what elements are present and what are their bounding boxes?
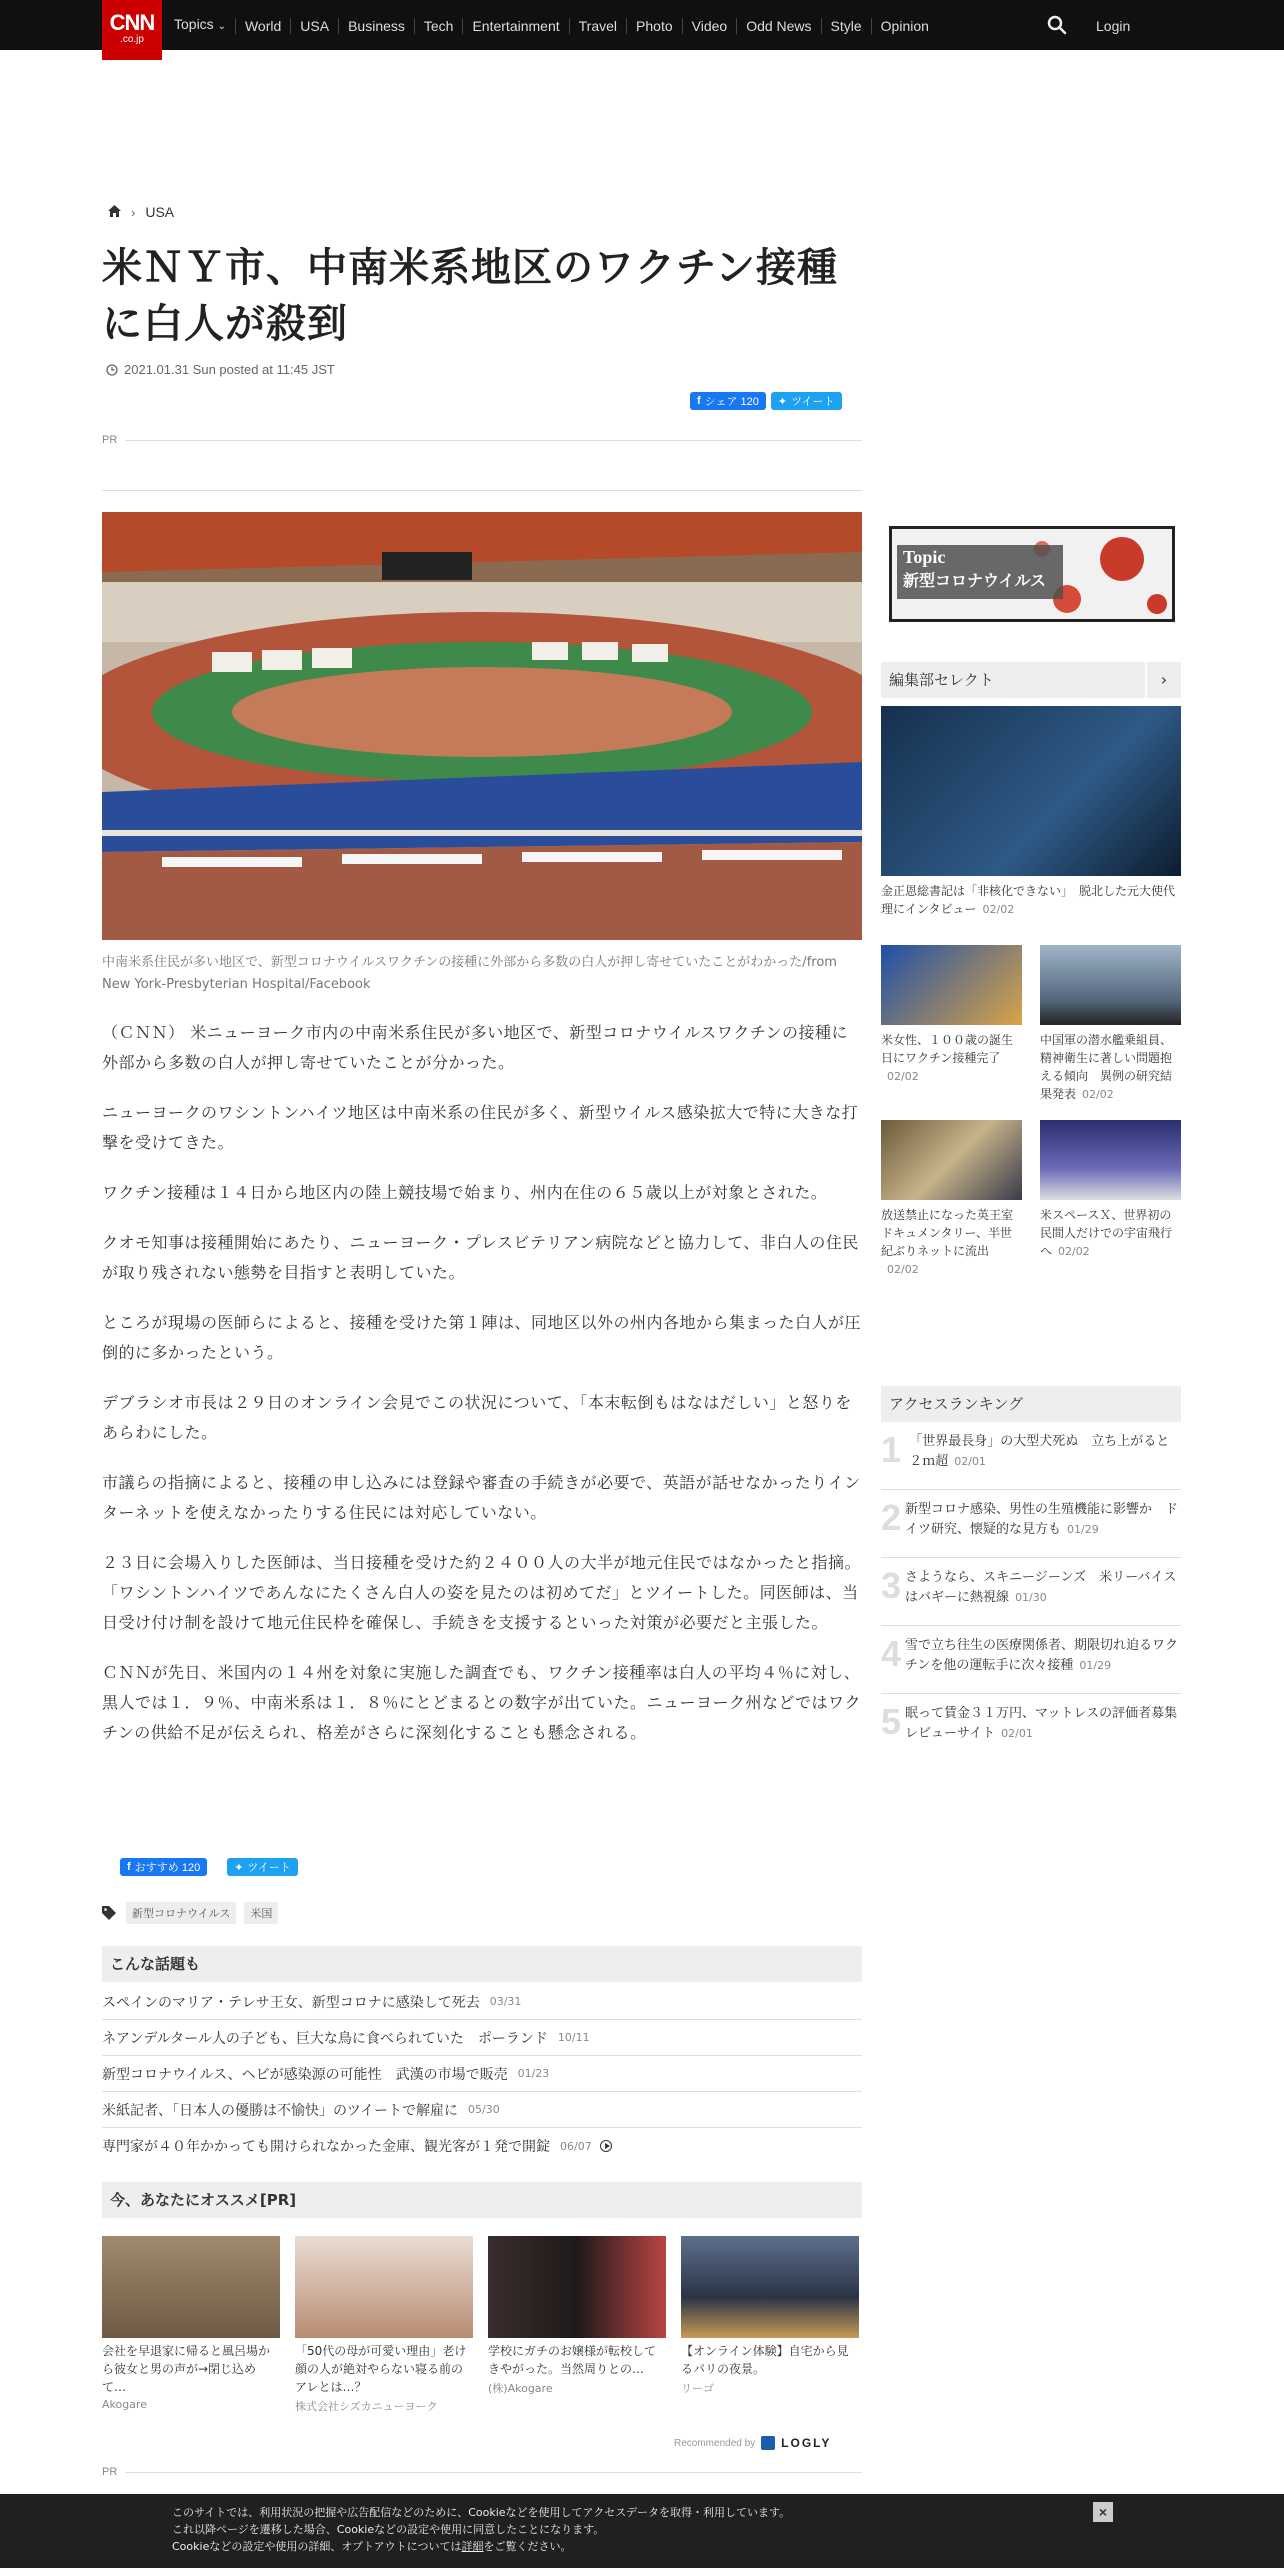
facebook-share-button[interactable]	[690, 392, 766, 410]
related-item[interactable]	[102, 2128, 862, 2164]
editor-grid	[881, 945, 1181, 1279]
date-text: 02/01	[1001, 1727, 1033, 1740]
paragraph: デブラシオ市長は２９日のオンライン会見でこの状況について、「本末転倒もはなはだしい」と怒りをあらわにした。	[102, 1393, 852, 1442]
related-item[interactable]	[102, 1984, 862, 2020]
nav-tech[interactable]: Tech	[414, 18, 463, 34]
title-text: 放送禁止になった英王室ドキュメンタリー、半世紀ぶりネットに流出	[881, 1208, 1014, 1258]
cookie-line: このサイトでは、利用状況の把握や広告配信などのために、Cookieなどを使用してアクセスデータを取得・利用しています。	[172, 2506, 791, 2519]
arena-photo	[102, 512, 862, 940]
card-title: 会社を早退家に帰ると風呂場から彼女と男の声が→閉じ込めて…	[102, 2344, 271, 2394]
rank-number: 1	[881, 1429, 902, 1470]
topic-banner-covid[interactable]	[889, 526, 1175, 622]
nav-opinion[interactable]: Opinion	[871, 18, 938, 34]
nav-entertainment[interactable]: Entertainment	[462, 18, 568, 34]
item-image	[1040, 1120, 1181, 1200]
cookie-line: これ以降ページを遷移した場合、Cookieなどの設定や使用に同意したことになります。	[172, 2523, 605, 2536]
recommended-by-label: Recommended by	[674, 2437, 756, 2449]
related-title: 新型コロナウイルス、ヘビが感染源の可能性 武漢の市場で販売	[102, 2066, 508, 2083]
chevron-right-icon: ›	[131, 204, 136, 220]
recommend-card[interactable]	[102, 2236, 280, 2414]
paragraph: ニューヨークのワシントンハイツ地区は中南米系の住民が多く、新型ウイルス感染拡大で特に大きな打撃を受けてきた。	[102, 1103, 859, 1152]
recommend-card[interactable]	[295, 2236, 473, 2414]
recommended-by[interactable]	[674, 2436, 831, 2450]
nav-world[interactable]: World	[235, 18, 290, 34]
related-title: 専門家が４０年かかっても開けられなかった金庫、観光客が１発で開錠	[102, 2139, 550, 2155]
close-button[interactable]: ×	[1093, 2502, 1113, 2522]
related-item[interactable]	[102, 2020, 862, 2056]
cookie-line	[172, 2538, 992, 2555]
pr-divider	[102, 2466, 862, 2478]
nav-style[interactable]: Style	[821, 18, 871, 34]
item-title	[881, 1031, 1022, 1086]
card-title: 学校にガチのお嬢様が転校してきやがった。当然周りとの…	[488, 2344, 657, 2376]
cnn-logo[interactable]	[102, 0, 162, 60]
related-item[interactable]	[102, 2056, 862, 2092]
search-icon	[1046, 14, 1068, 36]
breadcrumb	[108, 204, 174, 220]
recommend-card[interactable]	[681, 2236, 859, 2414]
fb-label: シェア 120	[704, 396, 759, 408]
tag-list	[102, 1902, 278, 1924]
nav-usa[interactable]: USA	[290, 18, 338, 34]
ranking-heading: アクセスランキング	[881, 1386, 1181, 1422]
facebook-recommend-button[interactable]	[120, 1858, 207, 1876]
card-image	[681, 2236, 859, 2338]
date-text: 01/30	[1015, 1591, 1047, 1604]
editor-item[interactable]	[1040, 945, 1181, 1104]
rank-title	[905, 1568, 1181, 1615]
tag-icon	[102, 1906, 118, 1920]
article-main-image	[102, 512, 862, 940]
card-image	[102, 2236, 280, 2338]
tag-covid[interactable]: 新型コロナウイルス	[126, 1902, 236, 1924]
rank-number: 4	[881, 1633, 902, 1674]
item-image	[1040, 945, 1181, 1025]
share-buttons-bottom	[120, 1858, 298, 1876]
pr-divider	[102, 434, 862, 446]
editor-item[interactable]	[881, 1120, 1022, 1279]
date-text: 02/02	[1058, 1245, 1090, 1258]
paragraph: ２３日に会場入りした医師は、当日接種を受けた約２４００人の大半が地元住民ではなかったと指摘。「ワシントンハイツであんなにたくさん白人の姿を見たのは初めてだ」とツイートした。同医師は、当日受け付け制を設けて地元住民枠を確保し、手続きを支援するといった対策が必要だと主張した。	[102, 1553, 862, 1632]
card-source: 株式会社シズカニューヨーク	[295, 2400, 438, 2413]
paragraph: （ＣＮＮ） 米ニューヨーク市内の中南米系住民が多い地区で、新型コロナウイルスワクチンの接種に外部から多数の白人が押し寄せていたことが分かった。	[102, 1023, 849, 1072]
video-play-icon	[600, 2140, 612, 2152]
logly-name: LOGLY	[781, 2436, 832, 2450]
nav-business[interactable]: Business	[338, 18, 414, 34]
card-title: 「50代の母が可愛い理由」老け顔の人が絶対やらない寝る前のアレとは…？	[295, 2344, 467, 2394]
logly-logo-icon	[761, 2436, 775, 2450]
cookie-text	[172, 2504, 992, 2555]
ranking-list	[881, 1422, 1191, 1762]
editor-item[interactable]	[1040, 1120, 1181, 1279]
chevron-down-icon: ⌄	[217, 21, 226, 32]
nav-odd-news[interactable]: Odd News	[736, 18, 820, 34]
paragraph: ところが現場の医師らによると、接種を受けた第１陣は、同地区以外の州内各地から集まった白人が圧倒的に多かったという。	[102, 1313, 862, 1362]
paragraph: ＣＮＮが先日、米国内の１４州を対象に実施した調査でも、ワクチン接種率は白人の平均４％に対し、黒人では１．９％、中南米系は１．８％にとどまるとの数字が出ていた。ニューヨーク州などではワクチンの供給不足が伝えられ、格差がさらに深刻化することも懸念される。	[102, 1663, 862, 1742]
cookie-details-link[interactable]: 詳細	[461, 2540, 484, 2553]
topic-label-jp: 新型コロナウイルス	[903, 571, 1047, 590]
breadcrumb-section[interactable]: USA	[145, 204, 175, 220]
card-title: 【オンライン体験】自宅から見るパリの夜景。	[681, 2344, 849, 2376]
pr-label: PR	[102, 2466, 118, 2478]
rank-number: 3	[881, 1565, 902, 1606]
rank-number: 2	[881, 1497, 902, 1538]
rank-title	[909, 1432, 1181, 1479]
related-heading: こんな話題も	[102, 1946, 862, 1982]
card-image	[488, 2236, 666, 2338]
rank-title	[905, 1500, 1181, 1547]
rank-title	[905, 1704, 1191, 1752]
related-title: スペインのマリア・テレサ王女、新型コロナに感染して死去	[102, 1994, 480, 2011]
logo-text: CNN	[109, 10, 155, 35]
topic-label-en: Topic	[903, 547, 946, 567]
facebook-icon: f	[127, 1861, 131, 1873]
ranking-item[interactable]	[881, 1626, 1181, 1694]
date-text: 02/02	[887, 1263, 919, 1276]
title-text: 眠って賃金３１万円、マットレスの評価者募集 レビューサイト	[905, 1706, 1191, 1741]
feature-title	[881, 882, 1181, 919]
related-item[interactable]	[102, 2092, 862, 2128]
feature-image	[881, 706, 1181, 876]
cookie-text-part: をご覧ください。	[483, 2540, 572, 2553]
date-text: 02/01	[954, 1455, 986, 1468]
related-list	[102, 1984, 862, 2164]
date-text: 01/29	[1067, 1523, 1099, 1536]
date-text: 02/02	[982, 903, 1015, 916]
twitter-icon: ✦	[234, 1861, 244, 1874]
search-button[interactable]	[1046, 14, 1068, 36]
item-image	[881, 1120, 1022, 1200]
ranking-item[interactable]	[881, 1490, 1181, 1558]
heading-text: 編集部セレクト	[889, 671, 994, 689]
facebook-icon: f	[697, 395, 701, 407]
related-title: 米紙記者、「日本人の優勝は不愉快」のツイートで解雇に	[102, 2102, 459, 2119]
title-text: 雪で立ち往生の医療関係者、期限切れ迫るワクチンを他の運転手に次々接種	[905, 1638, 1179, 1673]
article-date	[106, 362, 335, 377]
title-text: 米スペースＸ、世界初の民間人だけでの宇宙飛行へ	[1040, 1208, 1173, 1258]
title-text: 米女性、１００歳の誕生日にワクチン接種完了	[881, 1033, 1014, 1065]
top-navigation-bar	[0, 0, 1284, 50]
tweet-button[interactable]	[227, 1858, 298, 1876]
tw-label: ツイート	[247, 1862, 291, 1874]
item-title	[881, 1206, 1022, 1279]
related-date: 06/07	[560, 2139, 592, 2153]
share-buttons-top	[690, 392, 842, 410]
divider	[102, 490, 862, 491]
related-date: 01/23	[517, 2067, 550, 2080]
recommend-heading: 今、あなたにオススメ[PR]	[102, 2182, 862, 2218]
fb-label: おすすめ 120	[134, 1862, 201, 1874]
card-source: Akogare	[102, 2398, 148, 2411]
home-icon[interactable]	[108, 204, 121, 220]
cookie-consent-bar	[0, 2494, 1284, 2568]
chevron-right-icon[interactable]: ›	[1145, 662, 1181, 698]
tweet-button[interactable]	[771, 392, 842, 410]
card-source: リーゴ	[681, 2382, 714, 2395]
topic-label	[897, 545, 1063, 599]
title-text: 金正恩総書記は「非核化できない」 脱北した元大使代理にインタビュー	[881, 884, 1176, 916]
item-title	[1040, 1206, 1181, 1261]
ranking-item[interactable]	[881, 1558, 1181, 1626]
article-body	[102, 1018, 862, 1768]
title-text: 中国軍の潜水艦乗組員、精神衛生に著しい問題抱える傾向 異例の研究結果発表	[1040, 1033, 1173, 1101]
nav-video[interactable]: Video	[682, 18, 737, 34]
item-title	[1040, 1031, 1181, 1104]
paragraph: 市議らの指摘によると、接種の申し込みには登録や審査の手続きが必要で、英語が話せなかったりインターネットを使えなかったりする住民には対応していない。	[102, 1473, 861, 1522]
editor-item[interactable]	[881, 945, 1022, 1104]
tw-label: ツイート	[791, 396, 835, 408]
ranking-item[interactable]	[881, 1694, 1191, 1762]
tag-usa[interactable]: 米国	[244, 1902, 278, 1924]
main-nav	[174, 16, 938, 35]
recommend-card[interactable]	[488, 2236, 666, 2414]
related-date: 05/30	[468, 2103, 500, 2116]
date-text: 2021.01.31 Sun posted at 11:45 JST	[124, 362, 335, 377]
login-link[interactable]: Login	[1096, 18, 1131, 34]
date-text: 01/29	[1079, 1659, 1112, 1672]
title-text: 新型コロナ感染、男性の生殖機能に影響か ドイツ研究、懐疑的な見方も	[905, 1502, 1179, 1537]
nav-photo[interactable]: Photo	[626, 18, 682, 34]
rank-number: 5	[881, 1701, 902, 1742]
cookie-text-part: Cookieなどの設定や使用の詳細、オプトアウトについては	[172, 2540, 462, 2553]
twitter-icon: ✦	[777, 395, 788, 408]
recommend-cards	[102, 2236, 862, 2414]
item-image	[881, 945, 1022, 1025]
card-image	[295, 2236, 473, 2338]
card-source: (株)Akogare	[488, 2382, 553, 2395]
paragraph: ワクチン接種は１４日から地区内の陸上競技場で始まり、州内在住の６５歳以上が対象とされた。	[102, 1183, 828, 1202]
related-date: 10/11	[557, 2031, 590, 2044]
related-date: 03/31	[489, 1995, 522, 2008]
nav-travel[interactable]: Travel	[569, 18, 626, 34]
editor-select-heading	[881, 662, 1181, 698]
date-text: 02/02	[1082, 1088, 1114, 1101]
ranking-item[interactable]	[881, 1422, 1181, 1490]
related-title: ネアンデルタール人の子ども、巨大な鳥に食べられていた ポーランド	[102, 2030, 548, 2047]
nav-label: Topics	[174, 16, 214, 32]
clock-icon	[106, 364, 118, 376]
date-text: 02/02	[887, 1070, 919, 1083]
paragraph: クオモ知事は接種開始にあたり、ニューヨーク・プレスビテリアン病院などと協力して、非白人の住民が取り残されない態勢を目指すと表明していた。	[102, 1233, 859, 1282]
rank-title	[905, 1636, 1181, 1683]
title-text: さようなら、スキニージーンズ 米リーバイスはバギーに熱視線	[905, 1570, 1177, 1605]
logo-subtext: .co.jp	[120, 34, 144, 45]
title-text: 「世界最長身」の大型犬死ぬ 立ち上がると２ｍ超	[909, 1434, 1170, 1469]
article-title: 米ＮＹ市、中南米系地区のワクチン接種に白人が殺到	[102, 245, 838, 347]
pr-label: PR	[102, 434, 118, 446]
editor-feature-item[interactable]	[881, 706, 1181, 919]
image-caption: 中南米系住民が多い地区で、新型コロナウイルスワクチンの接種に外部から多数の白人が押し寄せていたことがわかった/from New York-Presbyterian Hospital/Facebook	[102, 955, 837, 992]
nav-topics[interactable]	[174, 16, 235, 35]
